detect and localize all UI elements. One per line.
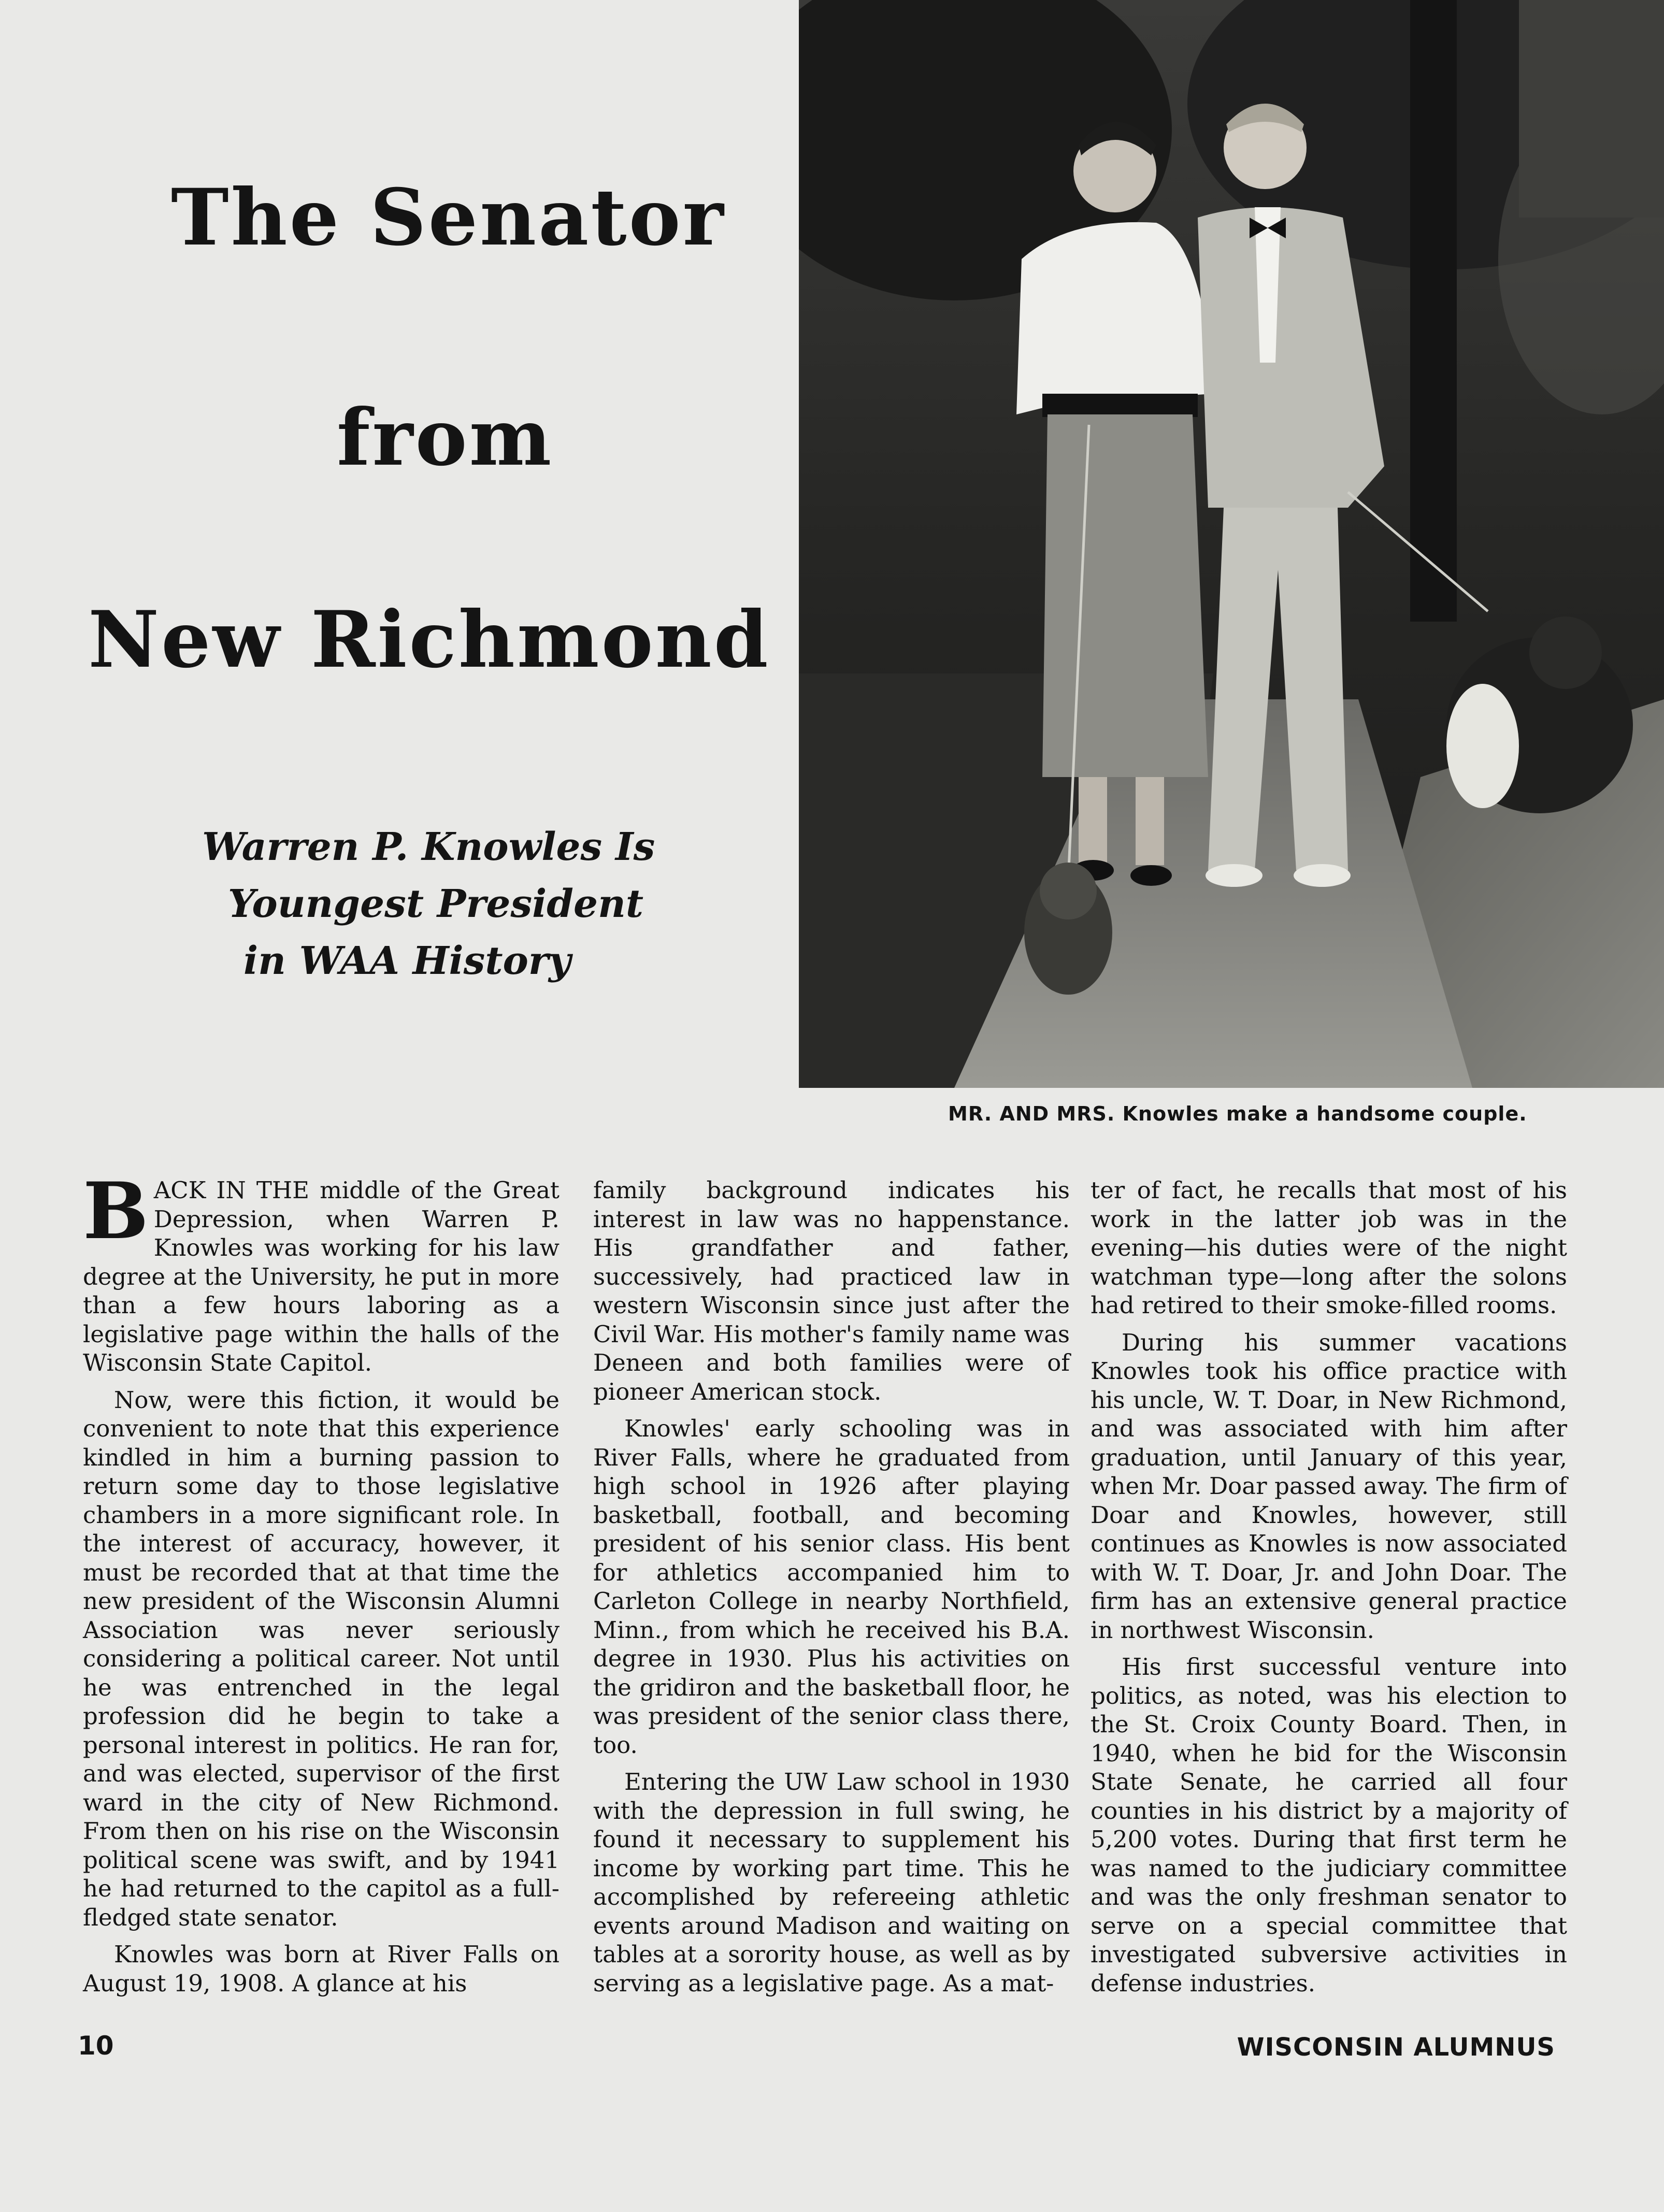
title-line-3: New Richmond bbox=[88, 594, 770, 685]
article-column-1 bbox=[83, 1166, 560, 2006]
subtitle-line-1: Warren P. Knowles Is bbox=[202, 825, 655, 869]
page-number: 10 bbox=[78, 2031, 114, 2061]
paragraph: BACK IN THE middle of the Great Depression, when Warren P. Knowles was working for his law degree at the University, he put in more than a few hours laboring as a legislative page within the halls of the Wisconsin State Capitol. bbox=[83, 1166, 560, 1376]
photo-caption: MR. AND MRS. Knowles make a handsome couple. bbox=[948, 1102, 1527, 1125]
couple-photo bbox=[799, 0, 1664, 1088]
paragraph: Now, were this fiction, it would be convenient to note that this experience kindled in him a burning passion to return some day to those legislative chambers in a more significant role. In the interest of accuracy, however, it must be recorded that at that time the new president of the Wisconsin Alumni Association was never seriously considering a political career. Not until he was entrenched in the legal profession did he begin to take a personal interest in politics. He ran for, and was elected, supervisor of the first ward in the city of New Richmond. From then on his rise on the Wisconsin political scene was swift, and by 1941 he had returned to the capitol as a full-fledged state senator. bbox=[83, 1386, 560, 1931]
subtitle-line-2: Youngest President bbox=[228, 882, 644, 926]
paragraph: Entering the UW Law school in 1930 with the depression in full swing, he found it necessary to supplement his income by working part time. This he accomplished by refereeing athletic events around Madison and waiting on tables at a sorority house, as well as by serving as a legislative page. As a mat- bbox=[593, 1768, 1070, 1997]
paragraph: During his summer vacations Knowles took his office practice with his uncle, W. T. Doar, in New Richmond, and was associated with him after graduation, until January of this year, when Mr. Doar passed away. The firm of Doar and Knowles, however, still continues as Knowles is now associated with W. T. Doar, Jr. and John Doar. The firm has an extensive general practice in northwest Wisconsin. bbox=[1091, 1328, 1567, 1644]
paragraph: Knowles was born at River Falls on August 19, 1908. A glance at his bbox=[83, 1941, 560, 1997]
title-line-1: The Senator bbox=[171, 172, 726, 263]
paragraph: family background indicates his interest in law was no happenstance. His grandfather and father, successively, had practiced law in western Wisconsin since just after the Civil War. His mother's family name was Deneen and both families were of pioneer American stock. bbox=[593, 1176, 1070, 1405]
paragraph: ter of fact, he recalls that most of his work in the latter job was in the evening—his duties were of the night watchman type—long after the solons had retired to their smoke-filled rooms. bbox=[1091, 1176, 1567, 1319]
drop-cap: B bbox=[83, 1166, 149, 1257]
article-column-2 bbox=[593, 1176, 1070, 2006]
title-line-2: from bbox=[337, 392, 554, 483]
paragraph: His first successful venture into politics, as noted, was his election to the St. Croix County Board. Then, in 1940, when he bid for the Wisconsin State Senate, he carried all four counties in his district by a majority of 5,200 votes. During that first term he was named to the judiciary committee and was the only freshman senator to serve on a special committee that investigated subversive activities in defense industries. bbox=[1091, 1653, 1567, 1997]
subtitle-line-3: in WAA History bbox=[243, 939, 571, 983]
article-column-3 bbox=[1091, 1176, 1567, 2006]
publication-name: WISCONSIN ALUMNUS bbox=[1237, 2033, 1555, 2062]
paragraph: Knowles' early schooling was in River Falls, where he graduated from high school in 1926 after playing basketball, football, and becoming president of his senior class. His bent for athletics accompanied him to Carleton College in nearby Northfield, Minn., from which he received his B.A. degree in 1930. Plus his activities on the gridiron and the basketball floor, he was president of the senior class there, too. bbox=[593, 1415, 1070, 1759]
